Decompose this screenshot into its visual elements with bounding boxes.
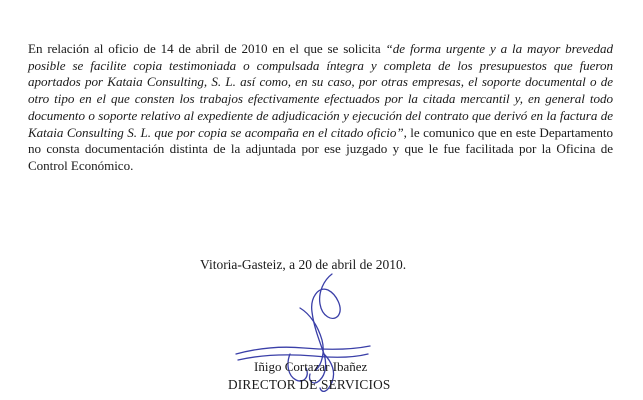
signer-title: DIRECTOR DE SERVICIOS	[228, 377, 391, 392]
letter-quote: “de forma urgente y a la mayor brevedad posible se facilite copia testimoniada o compulsada íntegra y completa de los presupuestos que fueron aportados por Kataia Consulting, S. L. así como, en su caso, por otras empresas, el soporte documental o de otro tipo en el que consten los trabajos efectivamente efectuados por la citada mercantil y, en general todo documento o soporte relativo al expediente de adjudicación y ejecución del contrato que derivó en la factura de Kataia Consulting S. L. que por copia se acompaña en el citado oficio”	[28, 41, 613, 140]
letter-closing: , le comunico que en este Departamento no consta documentación distinta de la adjuntada por ese juzgado y que le fue facilitada por la Oficina de Control Económico.	[28, 124, 613, 173]
signer-name: Iñigo Cortazar Ibañez	[254, 359, 368, 374]
place-date: Vitoria-Gasteiz, a 20 de abril de 2010.	[200, 257, 407, 272]
letter-intro: En relación al oficio de 14 de abril de 2010 en el que se solicita	[28, 41, 386, 56]
letter-body	[28, 41, 613, 175]
